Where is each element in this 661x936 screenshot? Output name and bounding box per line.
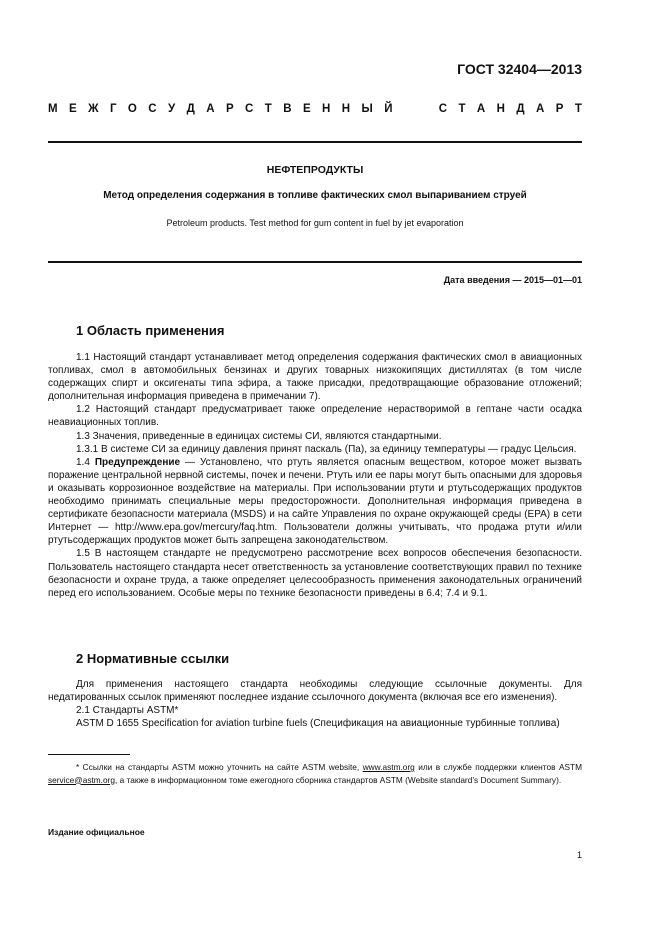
title-bottom-rule [48,261,582,263]
interstate-standard-heading [48,103,582,115]
top-rule [48,141,582,143]
clause-1-4-text: — Установлено, что ртуть является опасным веществом, которое может вызвать поражение центральной нервной системы, почек и печени. Ртуть или ее пары могут быть опасными для здоровья и оказывать коррозионное воздействие на материалы. При использовании ртути и ртутьсодержащих продуктов необходимо принимать специальные меры предосторожности. Дополнительная информация приведена в сертификате безопасности материала (MSDS) и на сайте Управления по охране окружающей среды (EPA) в сети Интернет — http://www.epa.gov/mercury/faq.htm. Пользователи должны учитывать, что продажа ртути и/или ртутьсодержащих продуктов может быть запрещена законодательством. [48,456,582,547]
heading-letter: С [148,103,157,115]
footnote-text-3: , а также в информационном томе ежегодного сборника стандартов ASTM (Website standard’s Document Summary). [114,774,562,785]
heading-letter: Н [496,103,505,115]
clause-1-3-1: 1.3.1 В системе СИ за единицу давления принят паскаль (Па), за единицу температуры — градус Цельсия. [76,443,577,455]
heading-letter: Р [555,103,564,115]
heading-letter: Т [458,103,466,115]
heading-letter: Г [109,103,117,115]
footnote-text-1: * Ссылки на стандарты ASTM можно уточнить на сайте ASTM website, [76,762,363,772]
footnote [48,761,582,786]
section-1-heading: 1 Область применения [76,323,225,338]
clause-1-2: 1.2 Настоящий стандарт предусматривает также определение нерастворимой в гептане части осадка неавиационных топлив. [48,404,582,429]
heading-letter: А [536,103,545,115]
astm-email-link[interactable]: service@astm.org [48,774,115,785]
heading-letter: О [127,103,137,115]
clause-2-1: 2.1 Стандарты ASTM* [76,705,179,717]
official-edition-label: Издание официальное [48,827,145,837]
section-1-body [48,351,582,600]
heading-letter: У [168,103,176,115]
heading-letter: М [48,103,58,115]
clause-1-4-number: 1.4 [76,456,95,468]
heading-letter: А [206,103,215,115]
introduction-date: Дата введения — 2015—01—01 [443,275,582,285]
heading-letter: Н [341,103,351,115]
heading-letter: С [438,103,448,115]
heading-letter: Д [186,103,195,115]
heading-letter: Т [574,103,582,115]
footnote-rule [48,754,130,755]
heading-letter: Т [264,103,272,115]
heading-letter: С [245,103,254,115]
heading-letter [404,103,410,115]
heading-letter: Д [516,103,525,115]
heading-letter: А [476,103,486,115]
english-title: Petroleum products. Test method for gum content in fuel by jet evaporation [166,218,464,228]
heading-letter: Ы [361,103,373,115]
heading-letter: Р [225,103,234,115]
gost-number: ГОСТ 32404—2013 [457,61,582,77]
document-subtitle: Метод определения содержания в топливе фактических смол выпариванием струей [103,190,527,201]
section-2-body [48,678,582,730]
heading-letter [421,103,427,115]
heading-letter: Н [322,103,331,115]
clause-1-1: 1.1 Настоящий стандарт устанавливает метод определения содержания фактических смол в авиационных топливах, смол в автомобильных бензинах и других товарных низкокипящих дистиллятах (в том числе содержащих спирт и оксигенаты типа эфира, а также присадки, предотвращающие образование отложений; дополнительная информация приведена в примечании 7). [48,352,582,403]
heading-letter: Е [69,103,77,115]
heading-letter: В [283,103,292,115]
heading-letter: Ж [88,103,99,115]
normative-intro: Для применения настоящего стандарта необходимы следующие ссылочные документы. Для недатированных ссылок применяют последнее издание ссылочного документа (включая все его изменения). [48,679,582,704]
document-title: НЕФТЕПРОДУКТЫ [266,164,364,176]
section-2-heading: 2 Нормативные ссылки [76,651,230,666]
astm-d1655-reference: ASTM D 1655 Specification for aviation turbine fuels (Спецификация на авиационные турбинные топлива) [76,718,560,730]
warning-label: Предупреждение [94,456,181,468]
heading-letter: Е [302,103,311,115]
clause-1-3: 1.3 Значения, приведенные в единицах системы СИ, являются стандартными. [76,430,442,442]
clause-1-5: 1.5 В настоящем стандарте не предусмотрено рассмотрение всех вопросов обеспечения безопасности. Пользователь настоящего стандарта несет ответственность за установление соответствующих правил по технике безопасности и охране труда, а также определяет целесообразность применения законодательных ограничений перед его использованием. Особые меры по технике безопасности приведены в 6.4; 7.4 и 9.1. [48,548,582,599]
clause-1-4 [48,456,582,548]
page-number: 1 [576,850,582,860]
heading-letter: Й [384,103,393,115]
footnote-text-2: или в службе поддержки клиентов ASTM [414,762,582,772]
astm-website-link[interactable]: www.astm.org [362,762,415,772]
